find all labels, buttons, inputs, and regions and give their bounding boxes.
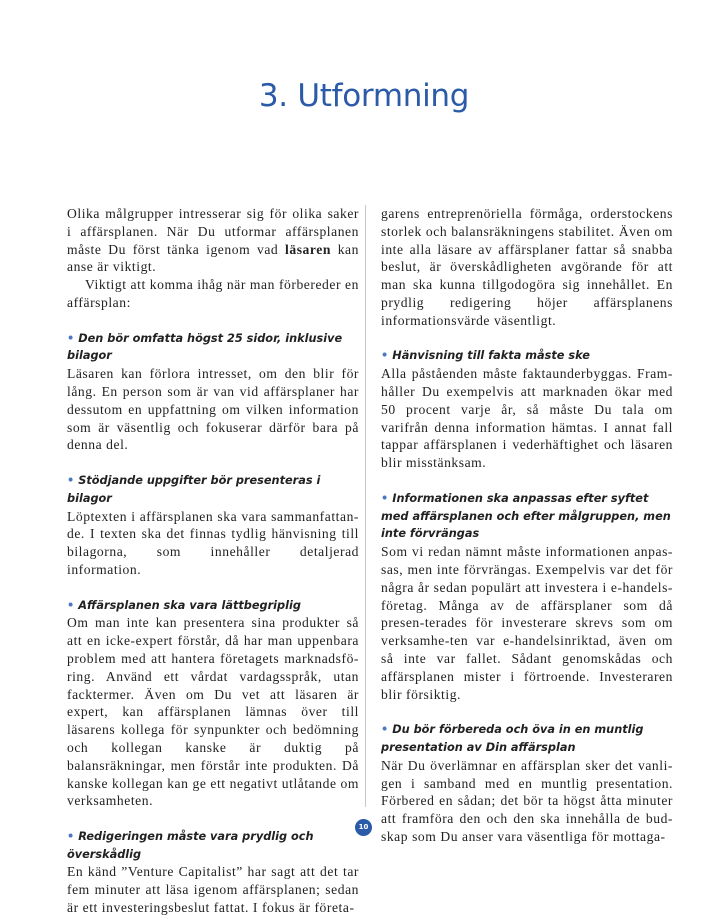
bullet-icon: • <box>381 723 389 737</box>
bullet-icon: • <box>381 349 389 363</box>
section-heading-text: Informationen ska anpassas efter syftet med affärsplanen och efter målgruppen, men inte förvrängas <box>381 491 671 541</box>
section-heading <box>67 828 359 864</box>
bullet-icon: • <box>67 331 75 345</box>
section-heading <box>67 597 359 615</box>
intro-paragraph-2 <box>67 276 359 312</box>
bullet-icon: • <box>67 598 75 612</box>
column-divider <box>365 205 366 807</box>
left-column <box>67 205 359 917</box>
section-heading-text: Den bör omfatta högst 25 sidor, inklusive bilagor <box>67 331 343 363</box>
section-heading <box>381 347 673 365</box>
right-column <box>381 205 673 846</box>
section-text: Om man inte kan presentera sina produkter så att en icke-expert förstår, då har man uppenbara problem med att hantera företagets marknadsfö-ring. Använd ett vårdat vardagsspråk, utan facktermer. Även om Du vet att läsaren är expert, kan affärsplanen lämnas över till läsarens kollega för synpunkter och bedömning och kollegan kanske är duktig på balansräkningar, men förstår inte produkten. Då kanske kollegan kan ge ett negativt utlåtande om verksamheten. <box>67 615 359 809</box>
intro-paragraph <box>67 205 359 276</box>
section-text: Som vi redan nämnt måste informationen anpas-sas, men inte förvrängas. Exempelvis var det för några år sedan populärt att investera i e-handels-företag. Många av de affärsplaner som då presen-terades för investerare skrevs som om verksamhe-ten var e-handelsinriktad, även om så inte var fallet. Sådant genomskådas och affärsplanen mister i förtroende. Investeraren blir försiktig. <box>381 544 673 702</box>
section-heading-text: Redigeringen måste vara prydlig och överskådlig <box>67 829 314 861</box>
chapter-title: 3. Utformning <box>258 78 470 114</box>
section-heading <box>67 472 359 508</box>
section-text: När Du överlämnar en affärsplan sker det vanli-gen i samband med en muntlig presentation. Förbered en sådan; det bör ta högst åtta minuter att framföra den och den ska innehålla de bud-skap som Du anser vara väsentliga för mottaga- <box>381 757 673 844</box>
section-heading-text: Stödjande uppgifter bör presenteras i bilagor <box>67 473 321 505</box>
section-heading <box>381 721 673 757</box>
continued-text: garens entreprenöriella förmåga, orderstockens storlek och balansräkningens stabilitet. Även om inte alla läsare av affärsplaner fattar så snabba beslut, är överskådligheten avgörande för att man ska kunna tillgodogöra sig innehållet. En prydlig redigering höjer affärsplanens informationsvärde väsentligt. <box>381 206 673 328</box>
section-text: Alla påståenden måste faktaunderbyggas. Fram-håller Du exempelvis att marknaden ökar med 50 procent varje år, så måste Du tala om varifrån denna information hämtas. I annat fall tappar affärsplanen i vederhäftighet och läsaren blir misstänksam. <box>381 366 673 471</box>
section-heading-text: Affärsplanen ska vara lättbegriplig <box>78 598 301 612</box>
section-text: Läsaren kan förlora intresset, om den blir för lång. En person som är van vid affärsplaner har dessutom en uppfattning om vilken information som är väsentlig och fokuserar därför bara på denna del. <box>67 366 359 453</box>
intro-text-2: Viktigt att komma ihåg när man förbereder en affärsplan: <box>67 277 359 310</box>
bullet-icon: • <box>67 473 75 487</box>
page-number-badge: 10 <box>355 819 372 836</box>
section-heading-text: Hänvisning till fakta måste ske <box>392 349 590 363</box>
intro-emphasis: läsaren <box>285 241 331 257</box>
section-text: Löptexten i affärsplanen ska vara sammanfattan-de. I texten ska det finnas tydlig hänvisning till bilagorna, som innehåller detaljerad information. <box>67 508 359 577</box>
section-heading <box>381 490 673 543</box>
intro-text-part-2: kan anse är viktigt. <box>67 241 359 275</box>
section-heading-text: Du bör förbereda och öva in en muntlig presentation av Din affärsplan <box>381 723 644 754</box>
section-heading <box>67 330 359 366</box>
bullet-icon: • <box>381 491 389 505</box>
section-text: En känd ”Venture Capitalist” har sagt att det tar fem minuter att läsa igenom affärsplanen; sedan är ett investeringsbeslut fattat. I fokus är företa- <box>67 864 359 916</box>
bullet-icon: • <box>67 829 75 843</box>
intro-text-part-1: Olika målgrupper intresserar sig för olika saker i affärsplanen. När Du utformar affärsplanen måste Du först tänka igenom vad <box>67 206 359 257</box>
